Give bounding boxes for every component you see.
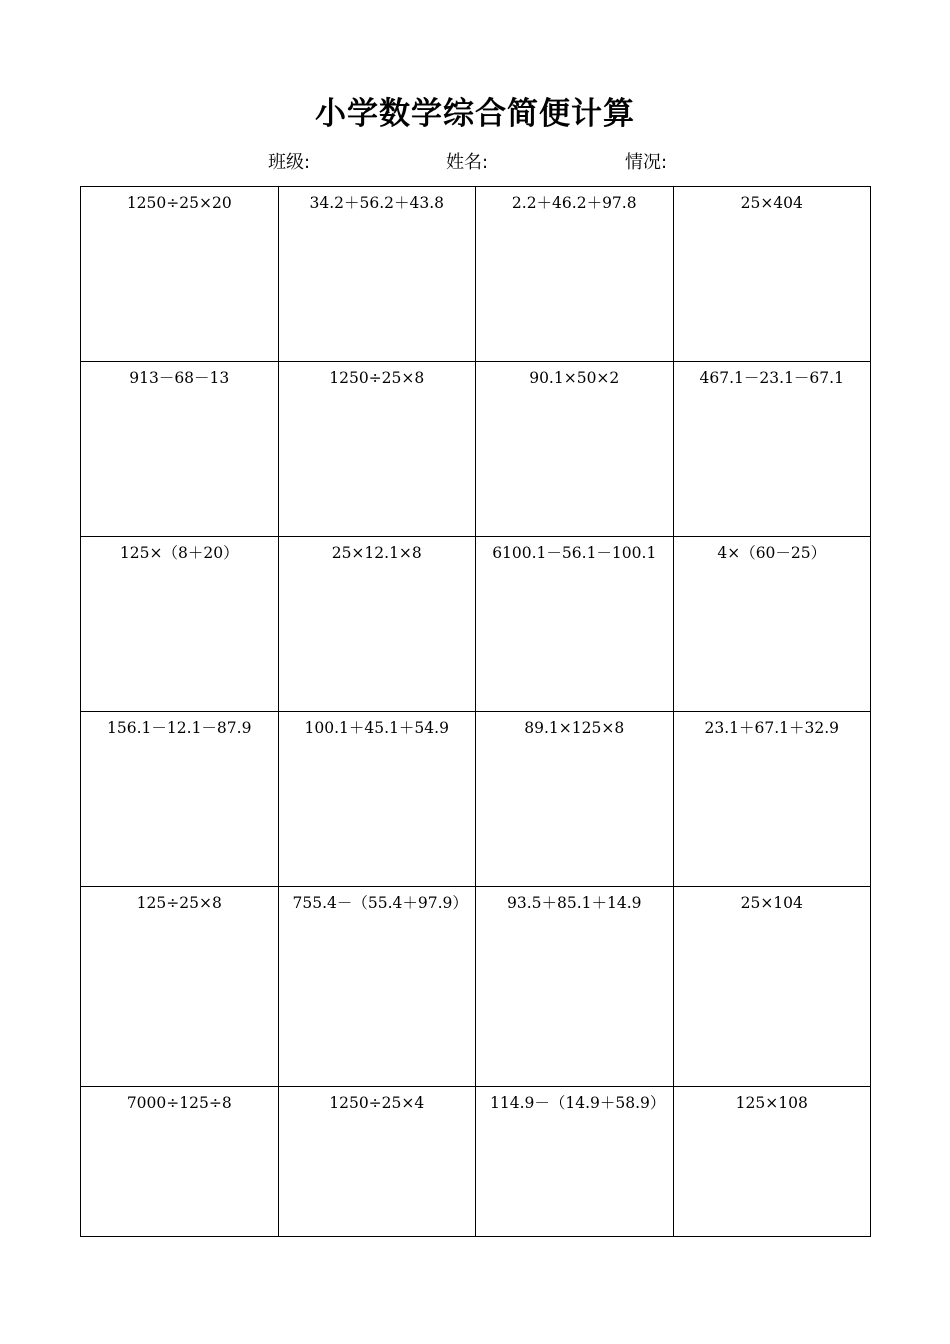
problem-cell[interactable]: 34.2＋56.2＋43.8: [278, 187, 476, 362]
problem-cell[interactable]: 114.9－（14.9＋58.9）: [476, 1087, 674, 1237]
problem-row: [81, 537, 871, 712]
problem-cell[interactable]: 1250÷25×4: [278, 1087, 476, 1237]
problem-cell[interactable]: 25×104: [673, 887, 871, 1087]
problem-cell[interactable]: 100.1＋45.1＋54.9: [278, 712, 476, 887]
problem-cell[interactable]: 4×（60－25）: [673, 537, 871, 712]
problem-cell[interactable]: 93.5＋85.1＋14.9: [476, 887, 674, 1087]
problem-cell[interactable]: 125×（8＋20）: [81, 537, 279, 712]
problem-cell[interactable]: 1250÷25×20: [81, 187, 279, 362]
problem-cell[interactable]: 25×12.1×8: [278, 537, 476, 712]
problem-cell[interactable]: 156.1－12.1－87.9: [81, 712, 279, 887]
class-label: 班级:: [268, 152, 311, 173]
problem-row: [81, 362, 871, 537]
problem-cell[interactable]: 90.1×50×2: [476, 362, 674, 537]
problem-cell[interactable]: 2.2＋46.2＋97.8: [476, 187, 674, 362]
problem-cell[interactable]: 89.1×125×8: [476, 712, 674, 887]
problem-cell[interactable]: 1250÷25×8: [278, 362, 476, 537]
name-label: 姓名:: [446, 152, 489, 173]
problem-cell[interactable]: 23.1＋67.1＋32.9: [673, 712, 871, 887]
problem-cell[interactable]: 125÷25×8: [81, 887, 279, 1087]
problem-row: [81, 1087, 871, 1237]
problem-cell[interactable]: 755.4－（55.4＋97.9）: [278, 887, 476, 1087]
problem-row: [81, 712, 871, 887]
problem-cell[interactable]: 913－68－13: [81, 362, 279, 537]
problem-grid: [80, 186, 871, 1237]
problem-cell[interactable]: 6100.1－56.1－100.1: [476, 537, 674, 712]
problem-cell[interactable]: 7000÷125÷8: [81, 1087, 279, 1237]
problem-cell[interactable]: 25×404: [673, 187, 871, 362]
page-title: 小学数学综合简便计算: [315, 96, 635, 132]
problem-row: [81, 887, 871, 1087]
problem-cell[interactable]: 467.1－23.1－67.1: [673, 362, 871, 537]
status-label: 情况:: [625, 152, 668, 173]
problem-row: [81, 187, 871, 362]
problem-cell[interactable]: 125×108: [673, 1087, 871, 1237]
student-info-row: [0, 150, 950, 176]
